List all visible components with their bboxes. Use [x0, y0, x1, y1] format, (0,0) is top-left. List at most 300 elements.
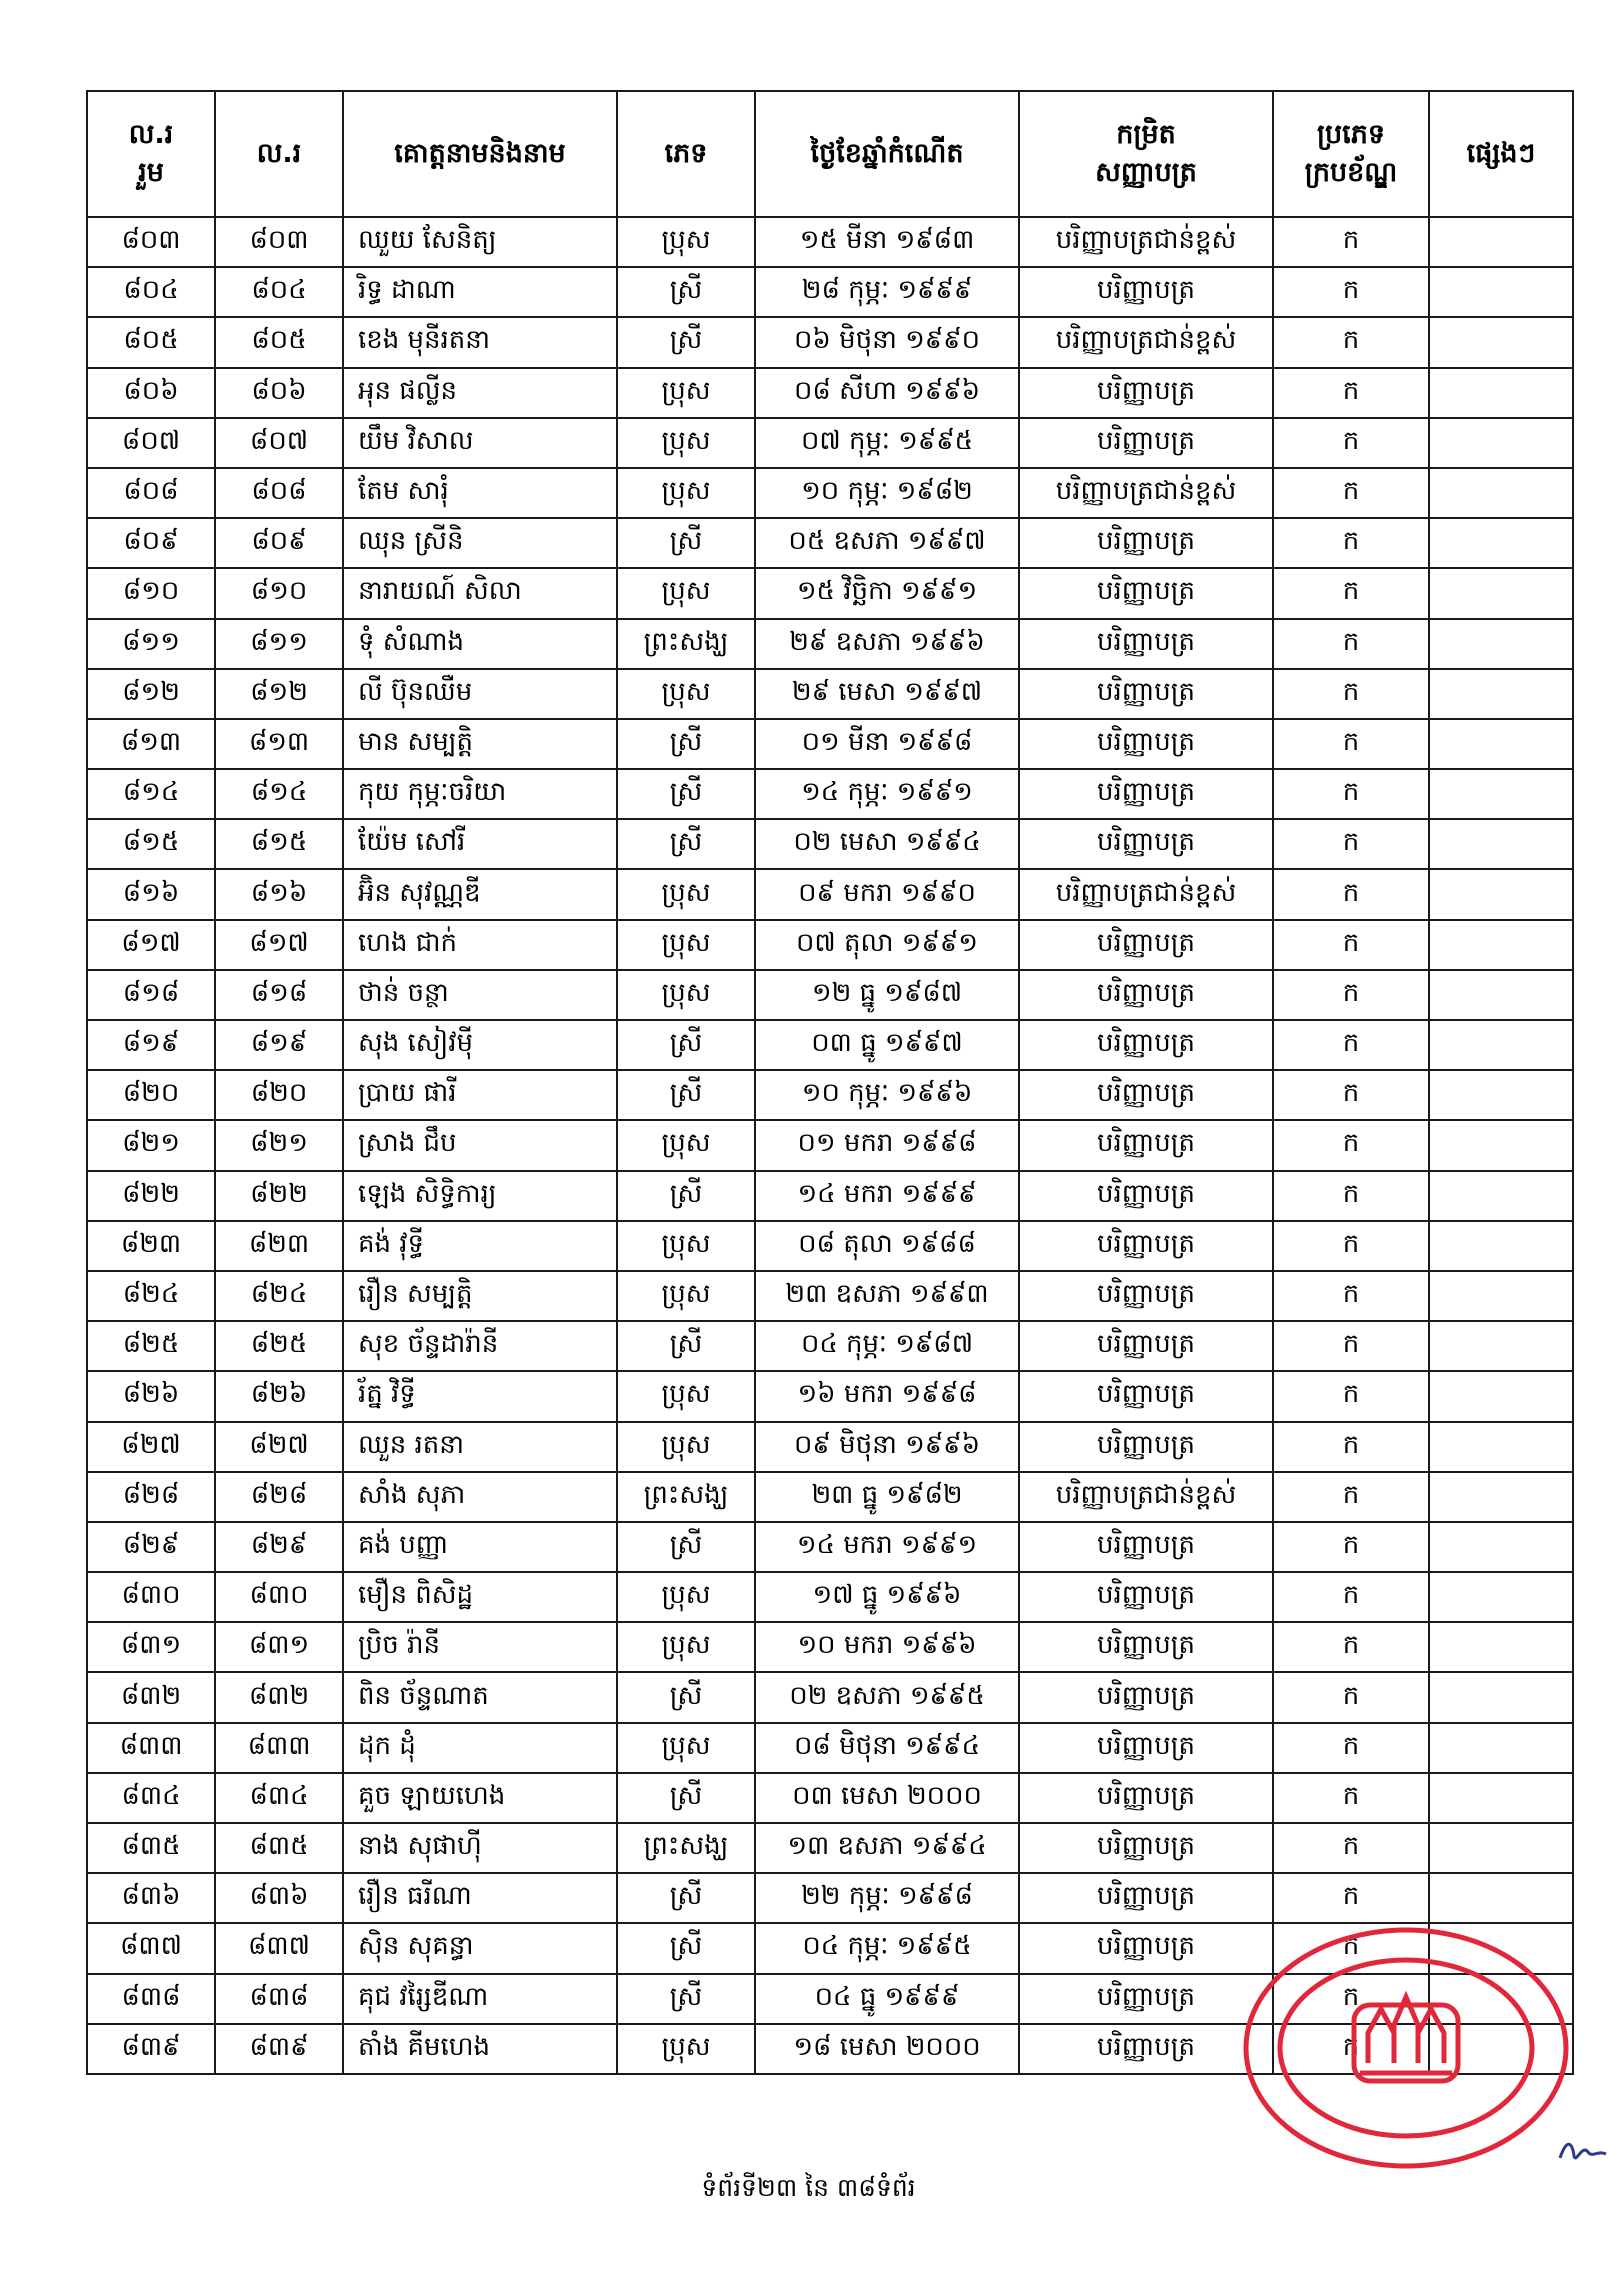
cell-name: ថាន់ ចន្ថា — [343, 970, 617, 1020]
cell-other — [1429, 1020, 1573, 1070]
cell-number: ៨២៧ — [215, 1422, 343, 1472]
cell-gender: ស្រី — [617, 719, 755, 769]
cell-degree: បរិញ្ញាបត្រជាន់ខ្ពស់ — [1019, 1472, 1273, 1522]
cell-group-number: ៨១១ — [87, 619, 215, 669]
cell-other — [1429, 1723, 1573, 1773]
cell-category: ក — [1273, 619, 1429, 669]
cell-other — [1429, 1321, 1573, 1371]
table-row — [87, 1672, 1573, 1722]
cell-category: ក — [1273, 769, 1429, 819]
table-body — [87, 217, 1573, 2074]
table-row — [87, 1622, 1573, 1672]
page-number: ទំព័រទី២៣ នៃ ៣៨ទំព័រ — [701, 2173, 916, 2202]
table-row — [87, 1120, 1573, 1170]
cell-other — [1429, 819, 1573, 869]
cell-name: តែម សារុំ — [343, 468, 617, 518]
cell-category: ក — [1273, 869, 1429, 919]
cell-number: ៨០៣ — [215, 217, 343, 267]
cell-degree: បរិញ្ញាបត្រ — [1019, 568, 1273, 618]
cell-number: ៨០៤ — [215, 267, 343, 317]
cell-gender: ប្រុស — [617, 1572, 755, 1622]
cell-category: ក — [1273, 1773, 1429, 1823]
cell-number: ៨១៣ — [215, 719, 343, 769]
cell-category: ក — [1273, 1171, 1429, 1221]
cell-category: ក — [1273, 418, 1429, 468]
cell-date-of-birth: ១២ ធ្នូ ១៩៨៧ — [755, 970, 1019, 1020]
cell-degree: បរិញ្ញាបត្រ — [1019, 1422, 1273, 1472]
cell-degree: បរិញ្ញាបត្រ — [1019, 769, 1273, 819]
cell-name: សាំង សុភា — [343, 1472, 617, 1522]
cell-category: ក — [1273, 1923, 1429, 1973]
table-row — [87, 1020, 1573, 1070]
cell-date-of-birth: ១០ កុម្ភៈ ១៩៨២ — [755, 468, 1019, 518]
cell-group-number: ៨៣១ — [87, 1622, 215, 1672]
cell-name: អ៊ិន សុវណ្ណឌី — [343, 869, 617, 919]
cell-degree: បរិញ្ញាបត្រ — [1019, 1873, 1273, 1923]
cell-date-of-birth: ១៤ មករា ១៩៩៩ — [755, 1171, 1019, 1221]
cell-other — [1429, 1120, 1573, 1170]
cell-other — [1429, 1572, 1573, 1622]
cell-group-number: ៨១២ — [87, 669, 215, 719]
cell-name: ខេង មុនីរតនា — [343, 317, 617, 367]
cell-category: ក — [1273, 568, 1429, 618]
cell-other — [1429, 1672, 1573, 1722]
cell-name: កុយ កុម្ភៈចរិយា — [343, 769, 617, 819]
table-row — [87, 1472, 1573, 1522]
cell-date-of-birth: ០៩ មករា ១៩៩០ — [755, 869, 1019, 919]
cell-gender: ប្រុស — [617, 869, 755, 919]
cell-date-of-birth: ២២ កុម្ភៈ ១៩៩៨ — [755, 1873, 1019, 1923]
cell-date-of-birth: ០៣ ធ្នូ ១៩៩៧ — [755, 1020, 1019, 1070]
cell-category: ក — [1273, 368, 1429, 418]
cell-category: ក — [1273, 1422, 1429, 1472]
cell-name: មាន សម្បត្តិ — [343, 719, 617, 769]
cell-gender: ប្រុស — [617, 368, 755, 418]
cell-group-number: ៨១៤ — [87, 769, 215, 819]
cell-gender: ស្រី — [617, 1522, 755, 1572]
cell-number: ៨២១ — [215, 1120, 343, 1170]
table-row — [87, 970, 1573, 1020]
cell-group-number: ៨៣៦ — [87, 1873, 215, 1923]
cell-name: រឿន សម្បត្តិ — [343, 1271, 617, 1321]
cell-other — [1429, 1271, 1573, 1321]
cell-other — [1429, 1923, 1573, 1973]
cell-degree: បរិញ្ញាបត្រ — [1019, 1923, 1273, 1973]
candidate-table — [86, 90, 1574, 2075]
cell-category: ក — [1273, 970, 1429, 1020]
cell-degree: បរិញ្ញាបត្រជាន់ខ្ពស់ — [1019, 869, 1273, 919]
cell-group-number: ៨២៤ — [87, 1271, 215, 1321]
cell-name: ឈួយ សែនិត្យ — [343, 217, 617, 267]
cell-name: អុន ផល្លីន — [343, 368, 617, 418]
cell-name: ឡេង សិទ្ធិការ្យ — [343, 1171, 617, 1221]
cell-group-number: ៨២០ — [87, 1070, 215, 1120]
cell-degree: បរិញ្ញាបត្រ — [1019, 920, 1273, 970]
cell-date-of-birth: ១០ កុម្ភៈ ១៩៩៦ — [755, 1070, 1019, 1120]
cell-gender: ប្រុស — [617, 568, 755, 618]
cell-name: នាង សុផាហ៊ី — [343, 1823, 617, 1873]
cell-group-number: ៨០៤ — [87, 267, 215, 317]
table-row — [87, 1873, 1573, 1923]
cell-number: ៨៣៦ — [215, 1873, 343, 1923]
cell-date-of-birth: ០៩ មិថុនា ១៩៩៦ — [755, 1422, 1019, 1472]
cell-name: ឈួន រតនា — [343, 1422, 617, 1472]
cell-date-of-birth: ២៩ មេសា ១៩៩៧ — [755, 669, 1019, 719]
cell-other — [1429, 267, 1573, 317]
cell-gender: ប្រុស — [617, 217, 755, 267]
cell-name: ស៊ិន សុគន្ធា — [343, 1923, 617, 1973]
cell-category: ក — [1273, 317, 1429, 367]
cell-other — [1429, 1070, 1573, 1120]
cell-gender: ស្រី — [617, 1873, 755, 1923]
cell-number: ៨៣៧ — [215, 1923, 343, 1973]
cell-number: ៨៣៨ — [215, 1974, 343, 2024]
cell-category: ក — [1273, 1271, 1429, 1321]
cell-gender: ព្រះសង្ឃ — [617, 1472, 755, 1522]
cell-group-number: ៨០៣ — [87, 217, 215, 267]
cell-number: ៨២២ — [215, 1171, 343, 1221]
cell-number: ៨០៩ — [215, 518, 343, 568]
cell-category: ក — [1273, 1020, 1429, 1070]
cell-category: ក — [1273, 267, 1429, 317]
cell-category: ក — [1273, 1823, 1429, 1873]
cell-date-of-birth: ១៤ កុម្ភៈ ១៩៩១ — [755, 769, 1019, 819]
cell-date-of-birth: ១៥ វិច្ឆិកា ១៩៩១ — [755, 568, 1019, 618]
cell-gender: ស្រី — [617, 819, 755, 869]
table-row — [87, 468, 1573, 518]
cell-gender: ប្រុស — [617, 1271, 755, 1321]
table-row — [87, 1422, 1573, 1472]
cell-degree: បរិញ្ញាបត្រ — [1019, 518, 1273, 568]
cell-degree: បរិញ្ញាបត្រ — [1019, 1723, 1273, 1773]
cell-degree: បរិញ្ញាបត្រ — [1019, 819, 1273, 869]
cell-date-of-birth: ១៨ មេសា ២០០០ — [755, 2024, 1019, 2074]
cell-number: ៨៣៥ — [215, 1823, 343, 1873]
cell-name: យ៉ែម សៅរី — [343, 819, 617, 869]
cell-name: ដុក ដុំ — [343, 1723, 617, 1773]
cell-number: ៨២៣ — [215, 1221, 343, 1271]
cell-number: ៨១៩ — [215, 1020, 343, 1070]
cell-date-of-birth: ១៣ ឧសភា ១៩៩៤ — [755, 1823, 1019, 1873]
cell-date-of-birth: ០២ មេសា ១៩៩៤ — [755, 819, 1019, 869]
cell-group-number: ៨២៣ — [87, 1221, 215, 1271]
cell-gender: ស្រី — [617, 317, 755, 367]
table-row — [87, 719, 1573, 769]
cell-group-number: ៨៣៥ — [87, 1823, 215, 1873]
table-row — [87, 418, 1573, 468]
header-name: គោត្តនាមនិងនាម — [343, 91, 617, 217]
cell-number: ៨១៧ — [215, 920, 343, 970]
cell-degree: បរិញ្ញាបត្រជាន់ខ្ពស់ — [1019, 317, 1273, 367]
cell-other — [1429, 619, 1573, 669]
cell-degree: បរិញ្ញាបត្រ — [1019, 970, 1273, 1020]
table-row — [87, 518, 1573, 568]
cell-category: ក — [1273, 1070, 1429, 1120]
table-row — [87, 1572, 1573, 1622]
cell-gender: ស្រី — [617, 1171, 755, 1221]
cell-date-of-birth: ២៣ ឧសភា ១៩៩៣ — [755, 1271, 1019, 1321]
cell-name: មឿន ពិសិដ្ឋ — [343, 1572, 617, 1622]
cell-gender: ស្រី — [617, 518, 755, 568]
cell-degree: បរិញ្ញាបត្រ — [1019, 1271, 1273, 1321]
cell-gender: ប្រុស — [617, 1120, 755, 1170]
table-row — [87, 819, 1573, 869]
cell-other — [1429, 1974, 1573, 2024]
cell-gender: ប្រុស — [617, 468, 755, 518]
cell-group-number: ៨២៩ — [87, 1522, 215, 1572]
cell-gender: ប្រុស — [617, 2024, 755, 2074]
cell-number: ៨២៥ — [215, 1321, 343, 1371]
cell-degree: បរិញ្ញាបត្រ — [1019, 1221, 1273, 1271]
cell-other — [1429, 719, 1573, 769]
cell-category: ក — [1273, 1321, 1429, 1371]
cell-category: ក — [1273, 217, 1429, 267]
cell-number: ៨០៦ — [215, 368, 343, 418]
cell-other — [1429, 2024, 1573, 2074]
cell-name: សុខ ច័ន្ទដារ៉ានី — [343, 1321, 617, 1371]
cell-group-number: ៨៣០ — [87, 1572, 215, 1622]
cell-degree: បរិញ្ញាបត្រ — [1019, 368, 1273, 418]
cell-gender: ស្រី — [617, 1923, 755, 1973]
cell-degree: បរិញ្ញាបត្រ — [1019, 1120, 1273, 1170]
cell-date-of-birth: ១៤ មករា ១៩៩១ — [755, 1522, 1019, 1572]
cell-group-number: ៨០៦ — [87, 368, 215, 418]
cell-category: ក — [1273, 1672, 1429, 1722]
cell-gender: ស្រី — [617, 1974, 755, 2024]
cell-group-number: ៨២៨ — [87, 1472, 215, 1522]
cell-degree: បរិញ្ញាបត្រ — [1019, 669, 1273, 719]
cell-name: ហេង ជាក់ — [343, 920, 617, 970]
cell-degree: បរិញ្ញាបត្រជាន់ខ្ពស់ — [1019, 468, 1273, 518]
cell-other — [1429, 869, 1573, 919]
table-row — [87, 368, 1573, 418]
cell-date-of-birth: ០៨ សីហា ១៩៩៦ — [755, 368, 1019, 418]
cell-name: នារាយណ៍ សិលា — [343, 568, 617, 618]
table-row — [87, 568, 1573, 618]
cell-gender: ប្រុស — [617, 970, 755, 1020]
cell-number: ៨៣១ — [215, 1622, 343, 1672]
cell-number: ៨០៥ — [215, 317, 343, 367]
cell-gender: ស្រី — [617, 1672, 755, 1722]
cell-name: តាំង គីមហេង — [343, 2024, 617, 2074]
table-row — [87, 317, 1573, 367]
cell-other — [1429, 1773, 1573, 1823]
cell-degree: បរិញ្ញាបត្រ — [1019, 1171, 1273, 1221]
cell-date-of-birth: ០៤ កុម្ភៈ ១៩៩៥ — [755, 1923, 1019, 1973]
table-row — [87, 267, 1573, 317]
cell-date-of-birth: ០៨ មិថុនា ១៩៩៤ — [755, 1723, 1019, 1773]
cell-number: ៨១៤ — [215, 769, 343, 819]
cell-category: ក — [1273, 1974, 1429, 2024]
cell-group-number: ៨៣៩ — [87, 2024, 215, 2074]
cell-name: លី ប៊ុនឈឺម — [343, 669, 617, 719]
cell-date-of-birth: ០២ ឧសភា ១៩៩៥ — [755, 1672, 1019, 1722]
cell-degree: បរិញ្ញាបត្រ — [1019, 1974, 1273, 2024]
cell-date-of-birth: ០៤ ធ្នូ ១៩៩៩ — [755, 1974, 1019, 2024]
cell-degree: បរិញ្ញាបត្រ — [1019, 1672, 1273, 1722]
header-gender: ភេទ — [617, 91, 755, 217]
cell-other — [1429, 1221, 1573, 1271]
cell-gender: ព្រះសង្ឃ — [617, 1823, 755, 1873]
table-row — [87, 2024, 1573, 2074]
cell-gender: ស្រី — [617, 769, 755, 819]
cell-name: គង់ វុទ្ធី — [343, 1221, 617, 1271]
cell-date-of-birth: ១៥ មីនា ១៩៨៣ — [755, 217, 1019, 267]
header-group-number: ល.រ រួម — [87, 91, 215, 217]
cell-degree: បរិញ្ញាបត្រ — [1019, 1070, 1273, 1120]
cell-date-of-birth: ២៨ កុម្ភៈ ១៩៩៩ — [755, 267, 1019, 317]
cell-name: រិទ្ធ ដាណា — [343, 267, 617, 317]
header-category: ប្រភេទ ក្របខ័ណ្ឌ — [1273, 91, 1429, 217]
cell-category: ក — [1273, 819, 1429, 869]
table-row — [87, 1823, 1573, 1873]
cell-date-of-birth: ២៩ ឧសភា ១៩៩៦ — [755, 619, 1019, 669]
cell-category: ក — [1273, 920, 1429, 970]
cell-group-number: ៨១៩ — [87, 1020, 215, 1070]
cell-group-number: ៨១០ — [87, 568, 215, 618]
table-row — [87, 619, 1573, 669]
cell-name: ឈុន ស្រីនិ — [343, 518, 617, 568]
table-row — [87, 669, 1573, 719]
cell-group-number: ៨១៥ — [87, 819, 215, 869]
cell-name: យឹម វិសាល — [343, 418, 617, 468]
table-header-row — [87, 91, 1573, 217]
cell-other — [1429, 418, 1573, 468]
cell-category: ក — [1273, 1120, 1429, 1170]
cell-number: ៨៣២ — [215, 1672, 343, 1722]
table-row — [87, 869, 1573, 919]
cell-gender: ប្រុស — [617, 669, 755, 719]
table-row — [87, 1171, 1573, 1221]
cell-degree: បរិញ្ញាបត្រ — [1019, 1020, 1273, 1070]
cell-number: ៨១៨ — [215, 970, 343, 1020]
cell-group-number: ៨៣៣ — [87, 1723, 215, 1773]
cell-gender: ស្រី — [617, 1070, 755, 1120]
cell-group-number: ៨២៥ — [87, 1321, 215, 1371]
cell-category: ក — [1273, 518, 1429, 568]
table-row — [87, 920, 1573, 970]
cell-category: ក — [1273, 1472, 1429, 1522]
table-row — [87, 1321, 1573, 1371]
table-row — [87, 1522, 1573, 1572]
cell-date-of-birth: ០១ មីនា ១៩៩៨ — [755, 719, 1019, 769]
cell-group-number: ៨១៦ — [87, 869, 215, 919]
cell-gender: ស្រី — [617, 1020, 755, 1070]
cell-other — [1429, 1622, 1573, 1672]
cell-date-of-birth: ០៦ មិថុនា ១៩៩០ — [755, 317, 1019, 367]
cell-date-of-birth: ០៥ ឧសភា ១៩៩៧ — [755, 518, 1019, 568]
cell-degree: បរិញ្ញាបត្រ — [1019, 1321, 1273, 1371]
cell-category: ក — [1273, 1873, 1429, 1923]
cell-other — [1429, 769, 1573, 819]
cell-category: ក — [1273, 2024, 1429, 2074]
cell-other — [1429, 317, 1573, 367]
table-row — [87, 1371, 1573, 1421]
cell-other — [1429, 1873, 1573, 1923]
header-date-of-birth: ថ្ងៃខែឆ្នាំកំណើត — [755, 91, 1019, 217]
cell-other — [1429, 368, 1573, 418]
cell-group-number: ៨១៧ — [87, 920, 215, 970]
cell-category: ក — [1273, 1723, 1429, 1773]
cell-other — [1429, 568, 1573, 618]
cell-category: ក — [1273, 1572, 1429, 1622]
cell-other — [1429, 1371, 1573, 1421]
cell-name: គង់ បញ្ញា — [343, 1522, 617, 1572]
cell-other — [1429, 468, 1573, 518]
cell-other — [1429, 518, 1573, 568]
cell-degree: បរិញ្ញាបត្រ — [1019, 1371, 1273, 1421]
cell-name: រ័ត្ន វិទ្ធី — [343, 1371, 617, 1421]
cell-category: ក — [1273, 1622, 1429, 1672]
cell-other — [1429, 1171, 1573, 1221]
cell-group-number: ៨០៥ — [87, 317, 215, 367]
cell-degree: បរិញ្ញាបត្រ — [1019, 1622, 1273, 1672]
cell-number: ៨២៦ — [215, 1371, 343, 1421]
cell-degree: បរិញ្ញាបត្រ — [1019, 719, 1273, 769]
cell-number: ៨៣៤ — [215, 1773, 343, 1823]
cell-name: ពិន ច័ន្ទណាត — [343, 1672, 617, 1722]
cell-group-number: ៨២៧ — [87, 1422, 215, 1472]
cell-group-number: ៨៣២ — [87, 1672, 215, 1722]
cell-number: ៨០៧ — [215, 418, 343, 468]
cell-other — [1429, 1823, 1573, 1873]
cell-gender: ស្រី — [617, 1321, 755, 1371]
cell-gender: ប្រុស — [617, 418, 755, 468]
cell-group-number: ៨៣៤ — [87, 1773, 215, 1823]
table-row — [87, 1923, 1573, 1973]
cell-group-number: ៨២២ — [87, 1171, 215, 1221]
cell-category: ក — [1273, 1371, 1429, 1421]
cell-degree: បរិញ្ញាបត្រ — [1019, 267, 1273, 317]
cell-date-of-birth: ១០ មករា ១៩៩៦ — [755, 1622, 1019, 1672]
cell-name: គុជ វរ្សៃឌីណា — [343, 1974, 617, 2024]
cell-date-of-birth: ០៧ តុលា ១៩៩១ — [755, 920, 1019, 970]
cell-date-of-birth: ១៦ មករា ១៩៩៨ — [755, 1371, 1019, 1421]
cell-name: គួច ឡាយហេង — [343, 1773, 617, 1823]
cell-date-of-birth: ០៨ តុលា ១៩៨៨ — [755, 1221, 1019, 1271]
table-row — [87, 1070, 1573, 1120]
cell-number: ៨១២ — [215, 669, 343, 719]
cell-gender: ស្រី — [617, 1773, 755, 1823]
cell-number: ៨៣៣ — [215, 1723, 343, 1773]
cell-gender: ប្រុស — [617, 1221, 755, 1271]
cell-name: ស្រាង ជឹប — [343, 1120, 617, 1170]
cell-name: ប្រិច រ៉ានី — [343, 1622, 617, 1672]
cell-name: រឿន ធរីណា — [343, 1873, 617, 1923]
table-row — [87, 1271, 1573, 1321]
cell-date-of-birth: ០៤ កុម្ភៈ ១៩៨៧ — [755, 1321, 1019, 1371]
header-number: ល.រ — [215, 91, 343, 217]
cell-degree: បរិញ្ញាបត្រ — [1019, 619, 1273, 669]
table-row — [87, 1974, 1573, 2024]
cell-degree: បរិញ្ញាបត្រ — [1019, 418, 1273, 468]
cell-name: ទុំ សំណាង — [343, 619, 617, 669]
table-row — [87, 769, 1573, 819]
cell-name: សុង សៀវម៉ី — [343, 1020, 617, 1070]
cell-group-number: ៨៣៧ — [87, 1923, 215, 1973]
cell-date-of-birth: ១៧ ធ្នូ ១៩៩៦ — [755, 1572, 1019, 1622]
cell-gender: ស្រី — [617, 267, 755, 317]
cell-number: ៨១១ — [215, 619, 343, 669]
cell-other — [1429, 217, 1573, 267]
cell-group-number: ៨១៣ — [87, 719, 215, 769]
cell-group-number: ៨២៦ — [87, 1371, 215, 1421]
table-row — [87, 217, 1573, 267]
cell-category: ក — [1273, 669, 1429, 719]
cell-group-number: ៨០៨ — [87, 468, 215, 518]
cell-group-number: ៨១៨ — [87, 970, 215, 1020]
cell-number: ៨៣៩ — [215, 2024, 343, 2074]
